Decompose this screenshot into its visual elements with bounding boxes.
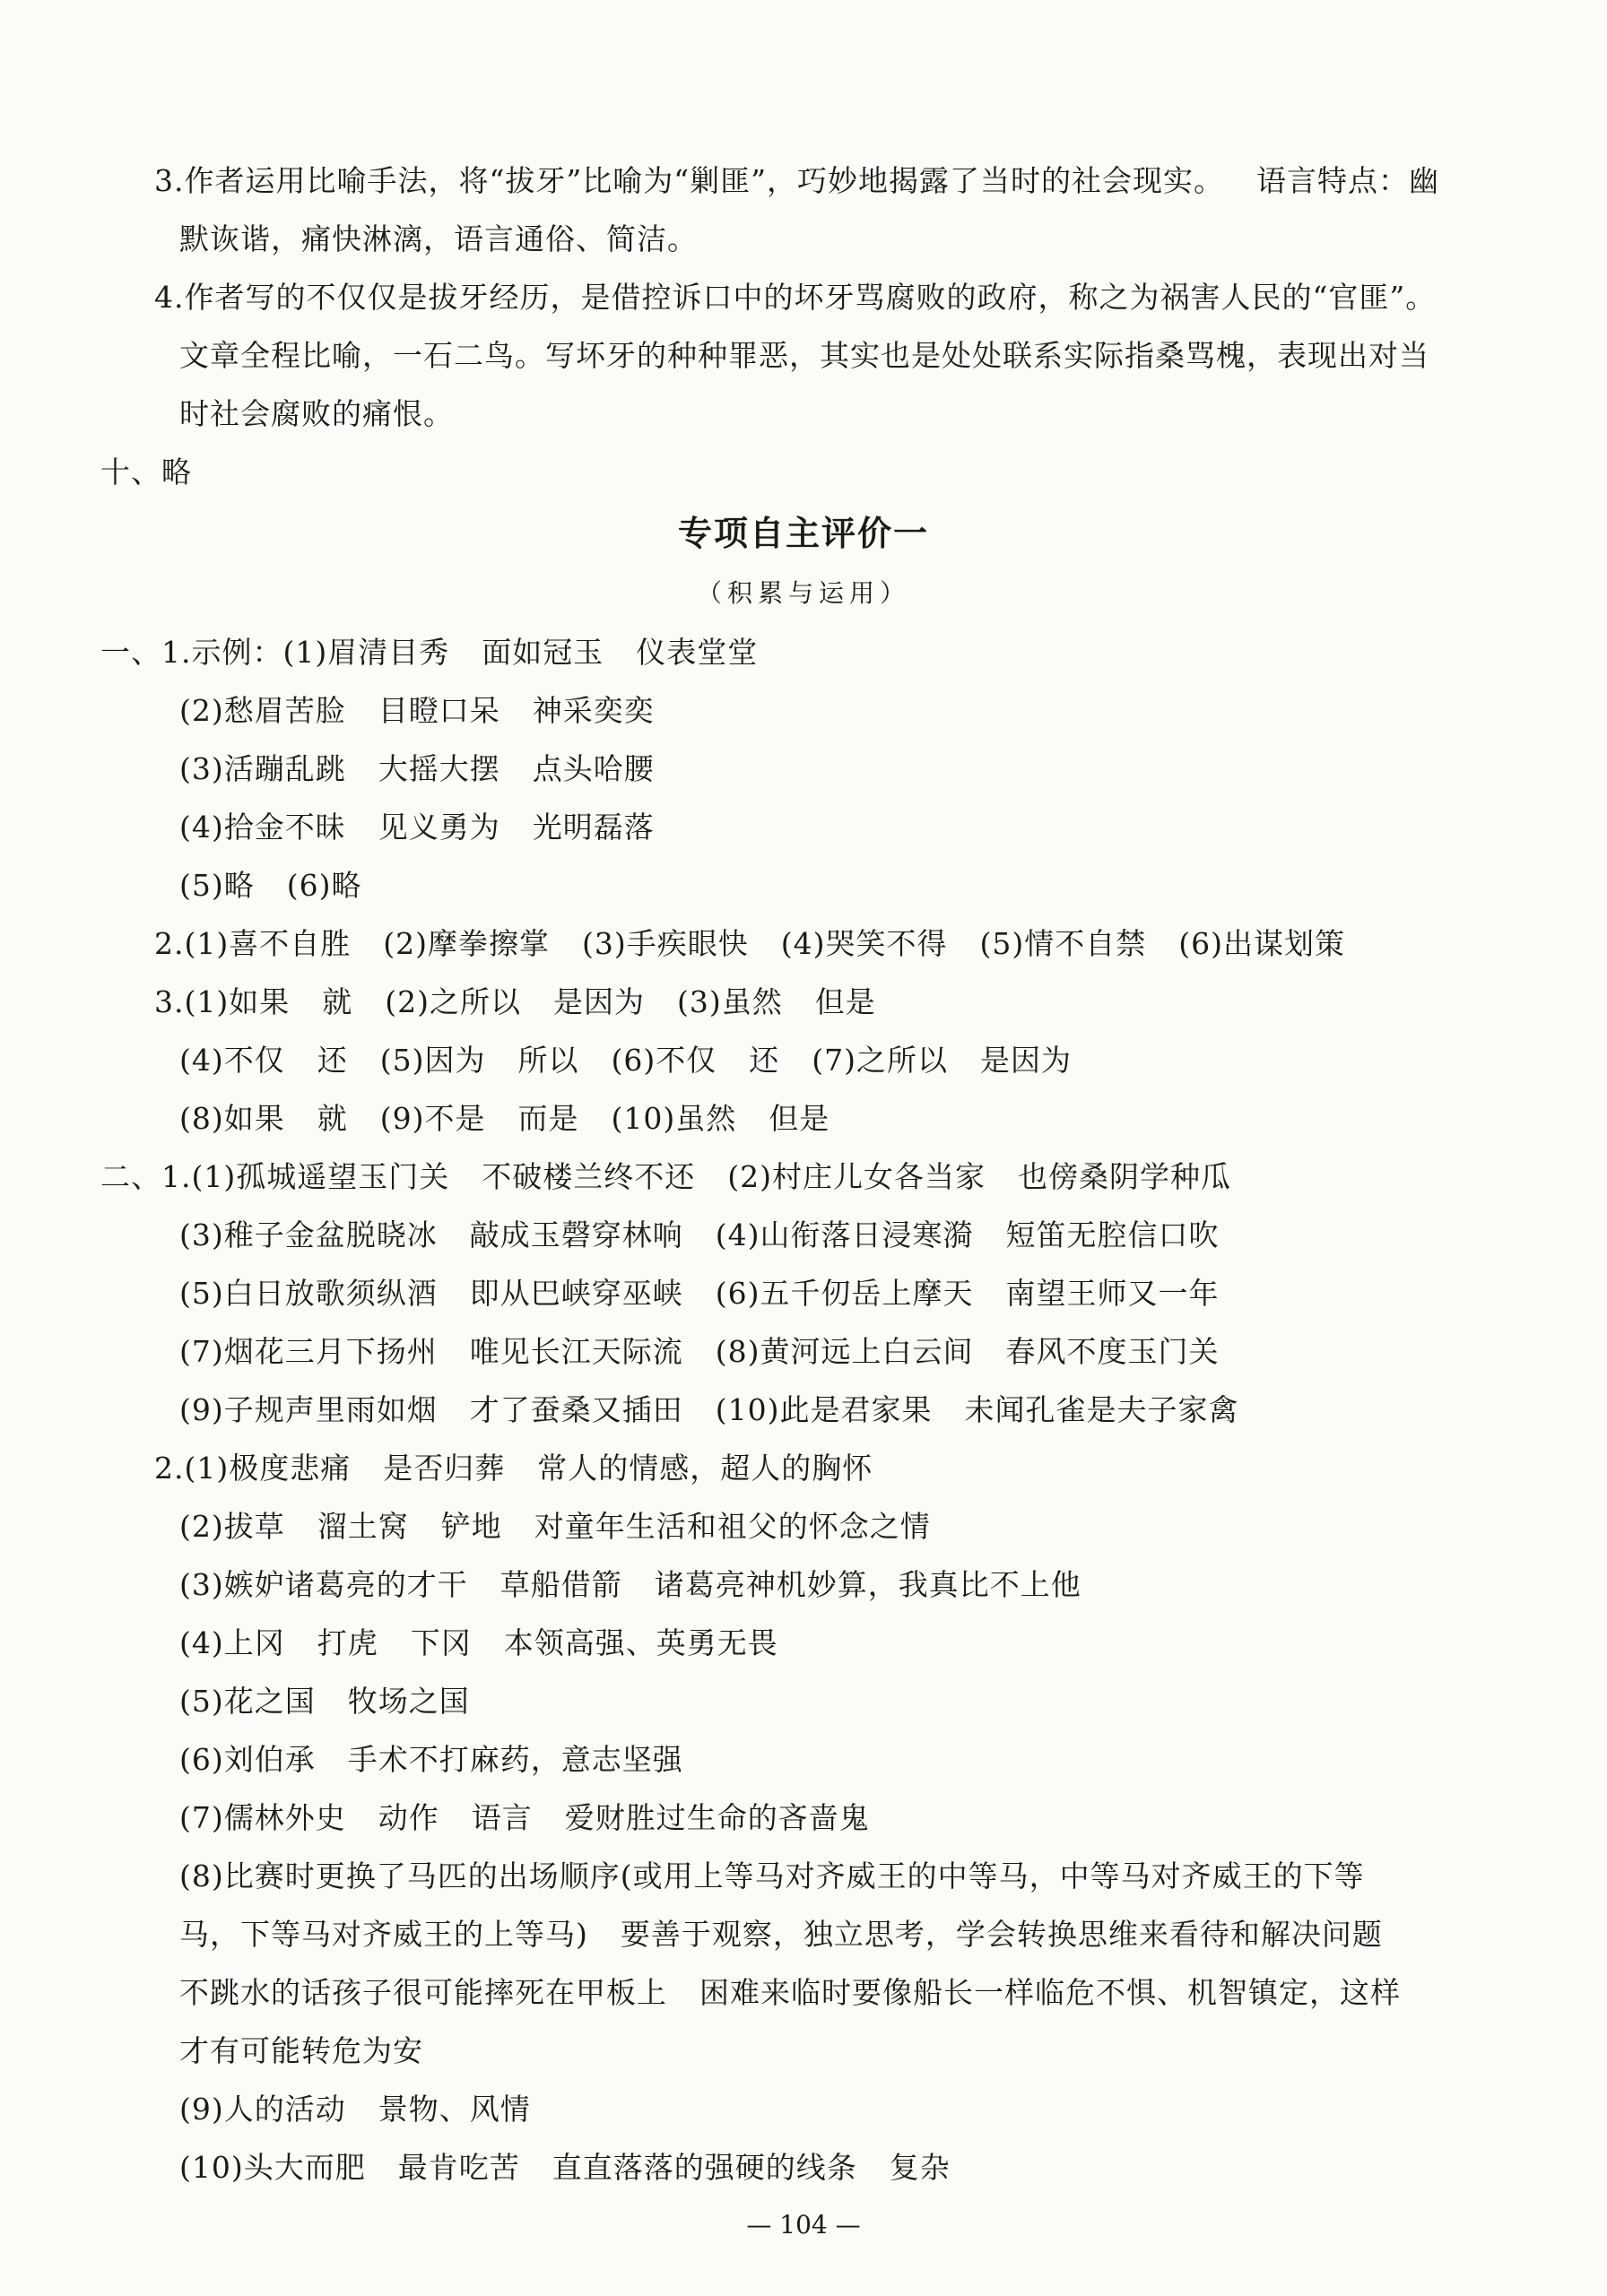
- part2-q2-row-7: [179, 1798, 870, 1838]
- answer-segment: 铲地: [440, 1509, 502, 1544]
- answer-segment: 3.作者运用比喻手法，将“拔牙”比喻为“剿匪”，巧妙地揭露了当时的社会现实。: [154, 163, 1224, 198]
- part1-q3-row-1: [154, 983, 876, 1022]
- answer-segment: 景物、风情: [378, 2092, 531, 2127]
- answer-segment: (6)略: [286, 868, 362, 903]
- answer-segment: 是因为: [552, 984, 645, 1019]
- answer-segment: (7)烟花三月下扬州: [179, 1334, 438, 1369]
- part2-q2-8-line-2: [179, 1915, 1383, 1954]
- answer-segment: 复杂: [889, 2150, 951, 2185]
- answer-segment: (3)嫉妒诸葛亮的才干: [179, 1567, 468, 1602]
- answer-segment: 仪表堂堂: [636, 635, 759, 670]
- part1-q1-row-2: [179, 691, 655, 731]
- answer-segment: 最肯吃苦: [397, 2150, 520, 2185]
- answer-segment: 就: [317, 1101, 348, 1136]
- answer-segment: 手术不打麻药，意志坚强: [347, 1742, 683, 1777]
- answer-4-line-2: 文章全程比喻，一石二鸟。写坏牙的种种罪恶，其实也是处处联系实际指桑骂槐，表现出对当: [179, 338, 1429, 373]
- section-title: 专项自主评价一: [677, 514, 929, 553]
- answer-segment: 南望王师又一年: [1005, 1276, 1220, 1311]
- answer-segment: (7)之所以: [812, 1043, 948, 1078]
- answer-segment: 要善于观察，独立思考，学会转换思维来看待和解决问题: [620, 1917, 1383, 1952]
- answer-segment: 唯见长江天际流: [469, 1334, 683, 1369]
- part2-q2-10: [179, 2148, 951, 2188]
- answer-segment: (3)稚子金盆脱晓冰: [179, 1217, 438, 1252]
- answer-segment: (5)略: [179, 868, 255, 903]
- answer-segment: (10)头大而肥: [179, 2150, 366, 2185]
- answer-segment: 语言特点：幽: [1255, 163, 1439, 198]
- answer-segment: (2)拔草: [179, 1509, 285, 1544]
- answer-segment: 光明磊落: [532, 810, 655, 845]
- answer-segment: 溜土窝: [317, 1509, 409, 1544]
- answer-segment: (3)活蹦乱跳: [179, 751, 346, 786]
- answer-segment: (2)村庄儿女各当家: [727, 1159, 986, 1194]
- answer-segment: (9)子规声里雨如烟: [179, 1392, 438, 1427]
- answer-segment: 2.(1)喜不自胜: [154, 926, 352, 961]
- answer-4-line-3: 时社会腐败的痛恨。: [179, 396, 454, 431]
- answer-3-line-2: 默诙谐，痛快淋漓，语言通俗、简洁。: [179, 221, 698, 256]
- answer-segment: 短笛无腔信口吹: [1005, 1217, 1220, 1252]
- answer-segment: (8)如果: [179, 1101, 285, 1136]
- answer-4-line-1: 4.作者写的不仅仅是拔牙经历，是借控诉口中的坏牙骂腐败的政府，称之为祸害人民的“官匪”。: [154, 280, 1437, 315]
- answer-segment: (9)人的活动: [179, 2092, 346, 2127]
- answer-segment: (4)上冈: [179, 1625, 285, 1660]
- answer-segment: (6)出谋划策: [1178, 926, 1345, 961]
- answer-segment: (10)虽然: [611, 1101, 737, 1136]
- answer-segment: 敲成玉磬穿林响: [469, 1217, 683, 1252]
- part2-q2-row-3: [179, 1565, 1081, 1605]
- part1-q1-row-5: [179, 866, 362, 905]
- answer-segment: (6)五千仞岳上摩天: [715, 1276, 974, 1311]
- answer-segment: 所以: [517, 1043, 579, 1078]
- answer-segment: (3)手疾眼快: [581, 926, 749, 961]
- answer-segment: 是否归葬: [383, 1451, 506, 1486]
- part1-q1-row-4: [179, 808, 655, 847]
- answer-segment: 本领高强、英勇无畏: [503, 1625, 778, 1660]
- part2-q2-8-line-4: 才有可能转危为安: [179, 2033, 423, 2068]
- answer-segment: 不跳水的话孩子很可能摔死在甲板上: [179, 1975, 667, 2010]
- part2-q2-row-1: [154, 1449, 873, 1488]
- answer-segment: 语言: [471, 1800, 533, 1835]
- answer-segment: 不破楼兰终不还: [482, 1159, 696, 1194]
- answer-segment: (2)摩拳擦掌: [383, 926, 550, 961]
- answer-segment: 草船借箭: [499, 1567, 622, 1602]
- answer-segment: (2)之所以: [385, 984, 521, 1019]
- answer-segment: (4)拾金不昧: [179, 810, 346, 845]
- answer-segment: 春风不度玉门关: [1005, 1334, 1220, 1369]
- part2-q2-8-line-3: [179, 1973, 1401, 2013]
- answer-segment: 是因为: [980, 1043, 1072, 1078]
- part2-q1-row-1: [100, 1157, 1231, 1197]
- part2-q1-row-3: [179, 1274, 1220, 1313]
- answer-segment: 马，下等马对齐威王的上等马): [179, 1917, 588, 1952]
- part2-q2-9: [179, 2090, 531, 2129]
- answer-segment: 二、1.(1)孤城遥望玉门关: [100, 1159, 450, 1194]
- answer-segment: (2)愁眉苦脸: [179, 693, 346, 728]
- answer-3-line-1: [154, 161, 1439, 201]
- answer-segment: (5)情不自禁: [979, 926, 1147, 961]
- answer-segment: 直直落落的强硬的线条: [552, 2150, 857, 2185]
- answer-segment: (4)山衔落日浸寒漪: [715, 1217, 974, 1252]
- answer-segment: 还: [317, 1043, 348, 1078]
- answer-segment: 面如冠玉: [482, 635, 604, 670]
- answer-segment: 大摇大摆: [378, 751, 500, 786]
- part1-q2: [154, 924, 1345, 964]
- answer-segment: 打虎: [317, 1625, 378, 1660]
- answer-segment: 对童年生活和祖父的怀念之情: [534, 1509, 931, 1544]
- answer-segment: (4)哭笑不得: [780, 926, 948, 961]
- answer-segment: (6)不仅: [611, 1043, 717, 1078]
- answer-segment: 下冈: [410, 1625, 472, 1660]
- answer-segment: 爱财胜过生命的吝啬鬼: [564, 1800, 870, 1835]
- answer-segment: 3.(1)如果: [154, 984, 291, 1019]
- part1-q3-row-2: [179, 1041, 1072, 1080]
- answer-segment: (8)黄河远上白云间: [715, 1334, 974, 1369]
- answer-segment: 困难来临时要像船长一样临危不惧、机智镇定，这样: [699, 1975, 1401, 2010]
- answer-segment: 点头哈腰: [532, 751, 655, 786]
- part2-q1-row-5: [179, 1391, 1239, 1430]
- answer-10: 十、略: [100, 455, 192, 490]
- part2-q2-row-2: [179, 1507, 931, 1547]
- answer-segment: 常人的情感，超人的胸怀: [537, 1451, 873, 1486]
- answer-segment: (4)不仅: [179, 1043, 285, 1078]
- answer-segment: 目瞪口呆: [378, 693, 500, 728]
- page-number: — 104 —: [746, 2210, 861, 2240]
- answer-segment: 动作: [378, 1800, 439, 1835]
- answer-segment: 但是: [769, 1101, 830, 1136]
- part1-q1-row-3: [179, 749, 655, 789]
- answer-segment: 即从巴峡穿巫峡: [469, 1276, 683, 1311]
- answer-segment: (5)因为: [379, 1043, 486, 1078]
- answer-segment: (9)不是: [379, 1101, 486, 1136]
- part1-q3-row-3: [179, 1099, 830, 1139]
- answer-segment: (1)眉清目秀: [282, 635, 450, 670]
- answer-segment: (3)虽然: [676, 984, 783, 1019]
- answer-segment: 未闻孔雀是夫子家禽: [964, 1392, 1239, 1427]
- answer-segment: 但是: [814, 984, 876, 1019]
- answer-segment: 就: [322, 984, 353, 1019]
- answer-segment: 牧场之国: [347, 1684, 470, 1719]
- section-subtitle: （积累与运用）: [696, 578, 910, 608]
- part2-q2-row-6: [179, 1740, 683, 1780]
- part1-q1-row-1: [100, 633, 758, 672]
- answer-segment: (7)儒林外史: [179, 1800, 346, 1835]
- answer-segment: 还: [749, 1043, 780, 1078]
- answer-segment: (10)此是君家果: [715, 1392, 933, 1427]
- answer-segment: 见义勇为: [378, 810, 500, 845]
- part2-q2-8-line-1: (8)比赛时更换了马匹的出场顺序(或用上等马对齐威王的中等马，中等马对齐威王的下等: [179, 1858, 1365, 1893]
- answer-segment: 一、1.示例：: [100, 635, 283, 670]
- part2-q1-row-2: [179, 1216, 1220, 1255]
- answer-segment: (6)刘伯承: [179, 1742, 316, 1777]
- answer-segment: (5)花之国: [179, 1684, 316, 1719]
- answer-segment: (5)白日放歌须纵酒: [179, 1276, 438, 1311]
- part2-q2-row-5: [179, 1682, 470, 1721]
- part2-q1-row-4: [179, 1332, 1220, 1372]
- answer-segment: 才了蚕桑又插田: [469, 1392, 683, 1427]
- part2-q2-row-4: [179, 1624, 778, 1663]
- answer-segment: 也傍桑阴学种瓜: [1017, 1159, 1231, 1194]
- answer-segment: 2.(1)极度悲痛: [154, 1451, 352, 1486]
- answer-segment: 而是: [517, 1101, 579, 1136]
- answer-segment: 诸葛亮神机妙算，我真比不上他: [654, 1567, 1081, 1602]
- answer-segment: 神采奕奕: [532, 693, 655, 728]
